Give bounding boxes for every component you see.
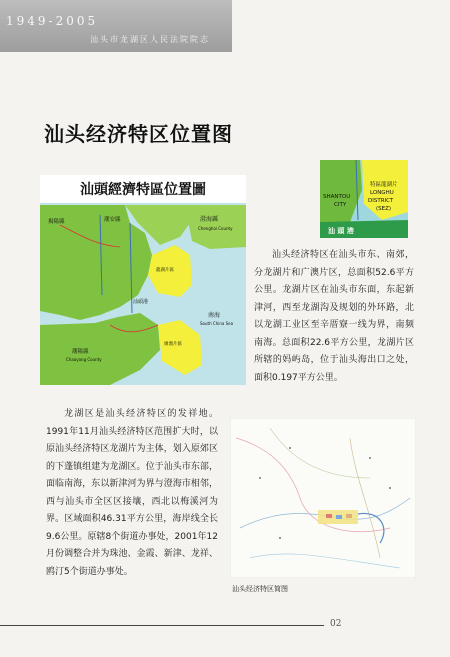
sketch-block-2 (336, 515, 342, 519)
sketch-block-3 (346, 514, 352, 518)
inset-label-shantou: SHANTOU (323, 194, 351, 200)
sketch-dot-5 (279, 537, 281, 539)
page-number: 02 (330, 619, 342, 629)
map-label-shantou: 汕頭港 (133, 299, 149, 305)
header-book-title: 汕头市龙湖区人民法院院志 (90, 35, 210, 44)
inset-label-district: DISTRICT (368, 198, 394, 204)
sketch-block-1 (326, 514, 332, 518)
sketch-dot-2 (289, 447, 291, 449)
zone-sketch-map (230, 418, 416, 578)
inset-label-city: CITY (334, 202, 347, 208)
map-label-longhu: 龍湖片區 (156, 268, 174, 273)
page-title: 汕头经济特区位置图 (44, 122, 233, 146)
figure-caption: 汕头经济特区简图 (232, 585, 288, 593)
header-years: 1949-2005 (6, 14, 99, 28)
map-title: 汕頭經濟特區位置圖 (80, 182, 206, 198)
sketch-dot-4 (389, 487, 391, 489)
sketch-frame (230, 418, 416, 578)
sketch-dot-3 (369, 457, 371, 459)
body-paragraph-longhu-district: 龙湖区是汕头经济特区的发祥地。1991年11月汕头经济特区范围扩大时，以原汕头经济特区龙湖片为主体，划入原郊区的下蓬镇组建为龙湖区。位于汕头市东部，面临南海，东以新津河为界与澄海市相邻，西与汕头市全区区接壤，西北以梅溪河为界。区域面积46.31平方公里，海岸线全长9.6公里。原辖8个街道办事处，2001年12月份调整合并为珠池、金霞、新津、龙祥、鸥汀5个街道办事处。 (46, 409, 218, 577)
map-label-chaoyang-en: Chaoyang County (66, 357, 102, 362)
inset-label-sez: (SEZ) (376, 206, 392, 212)
map-label-jieyang: 揭陽縣 (48, 219, 65, 225)
body-paragraph-zone-description: 汕头经济特区在汕头市东、南郊，分龙湖片和广澳片区，总面积52.6平方公里。龙湖片区在汕头市东面，东起新津河，西至龙湖沟及规划的外环路，北以龙湖工业区至辛厝寮一线为界，南频南海。总面积22.6平方公里，龙湖片区所辖的妈屿岛，位于汕头海出口之处，面积0.197平方公里。 (254, 250, 414, 383)
map-label-nanhai: 南海 (208, 312, 221, 319)
map-label-guangao: 廣澳片區 (164, 342, 182, 347)
inset-label-district-cn: 特區龍湖片 (370, 182, 398, 188)
map-label-chaoan: 潮安縣 (104, 217, 121, 223)
map-label-nanhai-en: South China Sea (200, 321, 234, 326)
header-band (0, 0, 232, 52)
map-label-chenghai-en: Chenghai County (198, 226, 233, 231)
inset-label-port: 汕 頭 港 (328, 227, 354, 235)
zone-location-map (40, 175, 246, 385)
sketch-dot-1 (259, 477, 261, 479)
inset-label-longhu: LONGHU (370, 190, 394, 196)
map-label-chaoyang: 潮陽縣 (72, 349, 89, 355)
longhu-inset-map (320, 160, 408, 238)
footer-rule (0, 625, 324, 626)
map-label-chenghai: 澄海縣 (200, 216, 219, 223)
